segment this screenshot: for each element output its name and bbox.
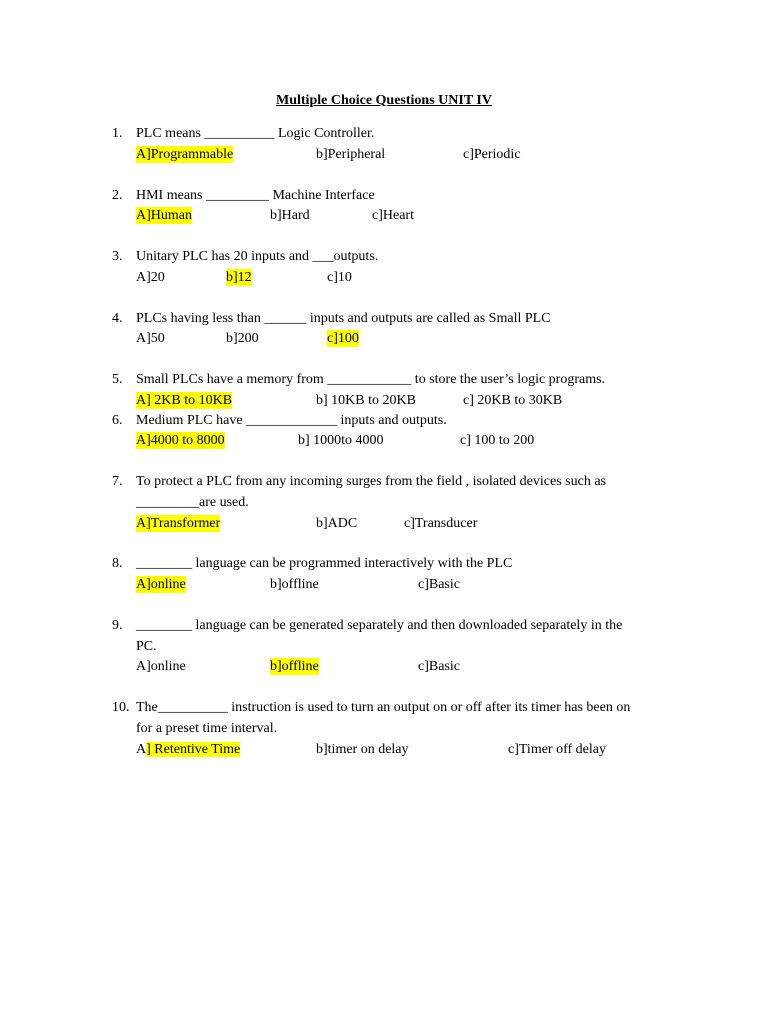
- option-a: A]20: [136, 270, 165, 285]
- question-text: Unitary PLC has 20 inputs and ___outputs.: [136, 249, 379, 264]
- question-text: The__________ instruction is used to turn an output on or off after its timer has been on: [136, 700, 631, 715]
- question-number: 9.: [112, 618, 123, 633]
- question-text: PLCs having less than ______ inputs and outputs are called as Small PLC: [136, 311, 551, 326]
- option-b: b] 10KB to 20KB: [316, 393, 416, 408]
- option-c: c]Periodic: [463, 147, 521, 162]
- question-number: 1.: [112, 126, 123, 141]
- question-number: 2.: [112, 188, 123, 203]
- question-number: 10.: [112, 700, 130, 715]
- option-c: c]10: [327, 270, 352, 285]
- question-text: HMI means _________ Machine Interface: [136, 188, 375, 203]
- option-a: A]Human: [136, 208, 192, 223]
- option-a: A]Programmable: [136, 147, 234, 162]
- question-text-continued: _________are used.: [136, 495, 249, 510]
- option-c: c]Timer off delay: [508, 742, 606, 757]
- option-c: c]Basic: [418, 577, 460, 592]
- question-number: 5.: [112, 372, 123, 387]
- option-b: b]200: [226, 331, 259, 346]
- option-b: b]offline: [270, 577, 319, 592]
- question-text: PLC means __________ Logic Controller.: [136, 126, 375, 141]
- option-b: b]timer on delay: [316, 742, 409, 757]
- option-c: c] 100 to 200: [460, 433, 535, 448]
- question-number: 6.: [112, 413, 123, 428]
- question-text-continued: PC.: [136, 639, 157, 654]
- page-title: Multiple Choice Questions UNIT IV: [276, 93, 492, 108]
- option-c: c] 20KB to 30KB: [463, 393, 563, 408]
- question-text: ________ language can be programmed interactively with the PLC: [136, 556, 513, 571]
- option-c: c]100: [327, 331, 359, 346]
- option-c: c]Heart: [372, 208, 414, 223]
- option-a: A] 2KB to 10KB: [136, 393, 233, 408]
- option-b: b]Peripheral: [316, 147, 386, 162]
- option-c: c]Transducer: [404, 516, 478, 531]
- question-text: To protect a PLC from any incoming surges from the field , isolated devices such as: [136, 474, 606, 489]
- option-a: [136, 741, 240, 758]
- option-a: A]4000 to 8000: [136, 433, 225, 448]
- option-a: A]Transformer: [136, 516, 221, 531]
- option-b: b]12: [226, 270, 252, 285]
- option-a: A]50: [136, 331, 165, 346]
- option-b: b]Hard: [270, 208, 310, 223]
- option-a-highlight: ] Retentive Time: [146, 742, 241, 757]
- question-text: Small PLCs have a memory from ____________ to store the user’s logic programs.: [136, 372, 606, 387]
- question-text-continued: for a preset time interval.: [136, 721, 278, 736]
- option-a-prefix: A: [136, 742, 147, 757]
- option-a: A]online: [136, 577, 186, 592]
- question-text: ________ language can be generated separately and then downloaded separately in the: [136, 618, 623, 633]
- option-b: b] 1000to 4000: [298, 433, 384, 448]
- question-number: 4.: [112, 311, 123, 326]
- option-c: c]Basic: [418, 659, 460, 674]
- option-b: b]offline: [270, 659, 319, 674]
- question-number: 8.: [112, 556, 123, 571]
- option-a: A]online: [136, 659, 186, 674]
- question-number: 7.: [112, 474, 123, 489]
- question-number: 3.: [112, 249, 123, 264]
- question-text: Medium PLC have _____________ inputs and outputs.: [136, 413, 447, 428]
- option-b: b]ADC: [316, 516, 358, 531]
